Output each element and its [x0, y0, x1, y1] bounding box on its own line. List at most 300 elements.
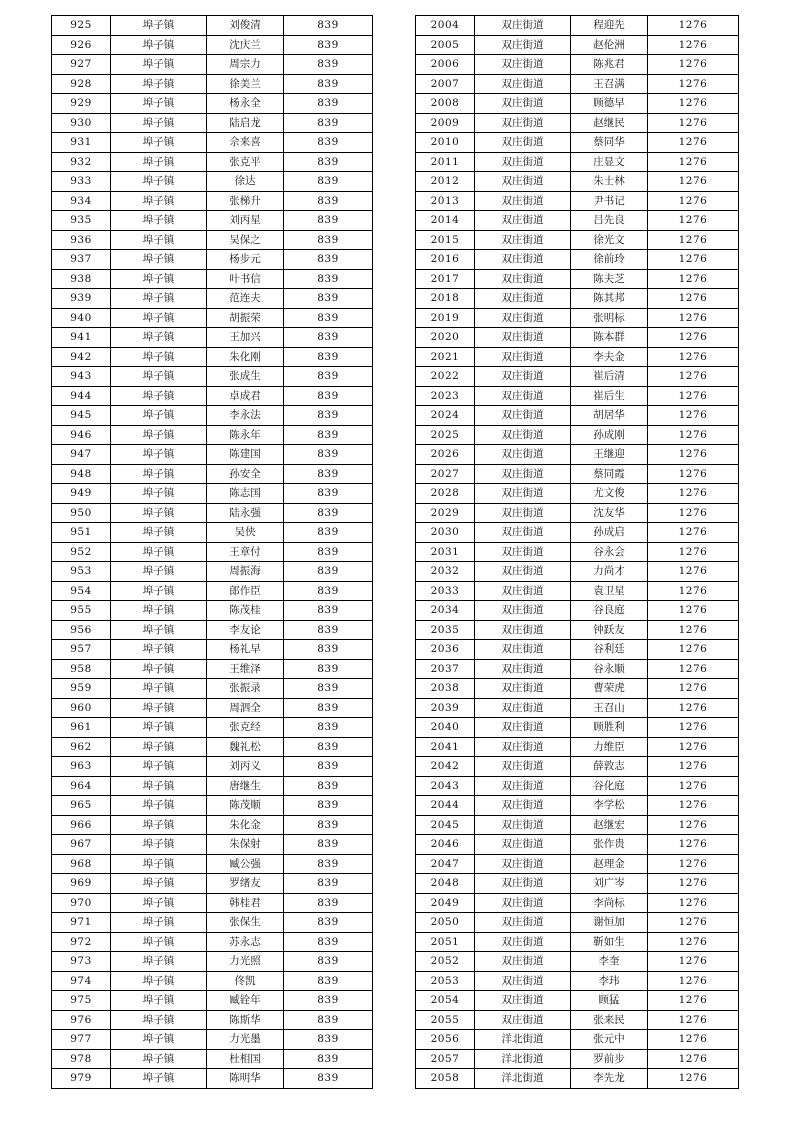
serial-number-cell: 932 [52, 152, 111, 172]
serial-number-cell: 970 [52, 893, 111, 913]
township-cell: 双庄街道 [475, 757, 571, 777]
name-cell: 李奎 [571, 952, 648, 972]
serial-number-cell: 954 [52, 581, 111, 601]
table-row [416, 74, 739, 94]
table-row [416, 835, 739, 855]
township-cell: 埠子镇 [111, 269, 207, 289]
name-cell: 陈其邦 [571, 289, 648, 309]
serial-number-cell: 2017 [416, 269, 475, 289]
serial-number-cell: 2024 [416, 406, 475, 426]
name-cell: 徐前玲 [571, 250, 648, 270]
township-cell: 埠子镇 [111, 679, 207, 699]
serial-number-cell: 933 [52, 172, 111, 192]
amount-cell: 839 [284, 269, 373, 289]
serial-number-cell: 2012 [416, 172, 475, 192]
serial-number-cell: 2040 [416, 718, 475, 738]
amount-cell: 1276 [648, 269, 739, 289]
serial-number-cell: 2051 [416, 932, 475, 952]
name-cell: 陆永强 [207, 503, 284, 523]
table-row [416, 620, 739, 640]
table-row [416, 289, 739, 309]
name-cell: 尤文俊 [571, 484, 648, 504]
table-row [52, 796, 373, 816]
serial-number-cell: 976 [52, 1010, 111, 1030]
name-cell: 杨永全 [207, 94, 284, 114]
name-cell: 朱保射 [207, 835, 284, 855]
serial-number-cell: 2045 [416, 815, 475, 835]
township-cell: 双庄街道 [475, 542, 571, 562]
table-row [416, 757, 739, 777]
amount-cell: 1276 [648, 1030, 739, 1050]
table-row [416, 172, 739, 192]
name-cell: 孙成刚 [571, 425, 648, 445]
serial-number-cell: 2023 [416, 386, 475, 406]
name-cell: 范连夫 [207, 289, 284, 309]
amount-cell: 839 [284, 835, 373, 855]
amount-cell: 1276 [648, 757, 739, 777]
township-cell: 双庄街道 [475, 640, 571, 660]
table-row [52, 74, 373, 94]
township-cell: 双庄街道 [475, 328, 571, 348]
township-cell: 双庄街道 [475, 74, 571, 94]
table-row [416, 718, 739, 738]
table-row [52, 211, 373, 231]
amount-cell: 839 [284, 289, 373, 309]
amount-cell: 839 [284, 328, 373, 348]
name-cell: 刘俊清 [207, 16, 284, 36]
table-row [52, 757, 373, 777]
name-cell: 臧铨年 [207, 991, 284, 1011]
serial-number-cell: 2013 [416, 191, 475, 211]
table-row [52, 971, 373, 991]
name-cell: 佟凯 [207, 971, 284, 991]
amount-cell: 839 [284, 971, 373, 991]
name-cell: 尹书记 [571, 191, 648, 211]
serial-number-cell: 947 [52, 445, 111, 465]
serial-number-cell: 966 [52, 815, 111, 835]
amount-cell: 1276 [648, 893, 739, 913]
table-row [416, 991, 739, 1011]
name-cell: 王召满 [571, 74, 648, 94]
table-row [52, 269, 373, 289]
serial-number-cell: 977 [52, 1030, 111, 1050]
amount-cell: 839 [284, 74, 373, 94]
township-cell: 埠子镇 [111, 620, 207, 640]
serial-number-cell: 964 [52, 776, 111, 796]
amount-cell: 839 [284, 620, 373, 640]
name-cell: 李永法 [207, 406, 284, 426]
township-cell: 埠子镇 [111, 1069, 207, 1089]
township-cell: 埠子镇 [111, 191, 207, 211]
amount-cell: 1276 [648, 581, 739, 601]
name-cell: 力光照 [207, 952, 284, 972]
table-row [52, 952, 373, 972]
township-cell: 双庄街道 [475, 113, 571, 133]
amount-cell: 839 [284, 874, 373, 894]
township-cell: 埠子镇 [111, 737, 207, 757]
amount-cell: 1276 [648, 94, 739, 114]
name-cell: 张保生 [207, 913, 284, 933]
name-cell: 程迎先 [571, 16, 648, 36]
table-row [416, 484, 739, 504]
township-cell: 双庄街道 [475, 289, 571, 309]
serial-number-cell: 935 [52, 211, 111, 231]
amount-cell: 839 [284, 308, 373, 328]
township-cell: 双庄街道 [475, 211, 571, 231]
serial-number-cell: 2055 [416, 1010, 475, 1030]
amount-cell: 1276 [648, 620, 739, 640]
amount-cell: 839 [284, 991, 373, 1011]
serial-number-cell: 2009 [416, 113, 475, 133]
name-cell: 谷化庭 [571, 776, 648, 796]
amount-cell: 1276 [648, 211, 739, 231]
amount-cell: 839 [284, 347, 373, 367]
table-row [52, 542, 373, 562]
table-row [52, 308, 373, 328]
serial-number-cell: 948 [52, 464, 111, 484]
amount-cell: 839 [284, 55, 373, 75]
table-row [52, 640, 373, 660]
serial-number-cell: 2025 [416, 425, 475, 445]
table-row [52, 698, 373, 718]
township-cell: 埠子镇 [111, 815, 207, 835]
serial-number-cell: 943 [52, 367, 111, 387]
serial-number-cell: 2048 [416, 874, 475, 894]
table-row [416, 503, 739, 523]
amount-cell: 839 [284, 601, 373, 621]
name-cell: 袁卫星 [571, 581, 648, 601]
township-cell: 双庄街道 [475, 581, 571, 601]
amount-cell: 1276 [648, 854, 739, 874]
table-row [52, 718, 373, 738]
amount-cell: 1276 [648, 35, 739, 55]
name-cell: 刘丙义 [207, 757, 284, 777]
amount-cell: 1276 [648, 172, 739, 192]
serial-number-cell: 2028 [416, 484, 475, 504]
table-row [416, 737, 739, 757]
table-row [416, 328, 739, 348]
roster-table-body [52, 16, 373, 1089]
township-cell: 埠子镇 [111, 776, 207, 796]
name-cell: 王章付 [207, 542, 284, 562]
township-cell: 双庄街道 [475, 1010, 571, 1030]
township-cell: 埠子镇 [111, 562, 207, 582]
serial-number-cell: 946 [52, 425, 111, 445]
serial-number-cell: 2014 [416, 211, 475, 231]
amount-cell: 1276 [648, 776, 739, 796]
amount-cell: 839 [284, 230, 373, 250]
amount-cell: 839 [284, 1049, 373, 1069]
table-row [52, 250, 373, 270]
township-cell: 双庄街道 [475, 464, 571, 484]
serial-number-cell: 961 [52, 718, 111, 738]
amount-cell: 839 [284, 523, 373, 543]
table-row [52, 191, 373, 211]
name-cell: 王维泽 [207, 659, 284, 679]
serial-number-cell: 2034 [416, 601, 475, 621]
name-cell: 臧公强 [207, 854, 284, 874]
township-cell: 埠子镇 [111, 581, 207, 601]
township-cell: 埠子镇 [111, 172, 207, 192]
name-cell: 周宗力 [207, 55, 284, 75]
serial-number-cell: 937 [52, 250, 111, 270]
serial-number-cell: 936 [52, 230, 111, 250]
township-cell: 埠子镇 [111, 367, 207, 387]
table-row [52, 445, 373, 465]
table-row [52, 562, 373, 582]
table-row [416, 308, 739, 328]
name-cell: 徐美兰 [207, 74, 284, 94]
amount-cell: 1276 [648, 542, 739, 562]
amount-cell: 1276 [648, 913, 739, 933]
amount-cell: 1276 [648, 796, 739, 816]
table-row [416, 191, 739, 211]
name-cell: 顾胜利 [571, 718, 648, 738]
serial-number-cell: 926 [52, 35, 111, 55]
table-row [52, 659, 373, 679]
serial-number-cell: 2043 [416, 776, 475, 796]
serial-number-cell: 2037 [416, 659, 475, 679]
table-row [52, 484, 373, 504]
amount-cell: 1276 [648, 737, 739, 757]
table-row [416, 35, 739, 55]
table-row [416, 523, 739, 543]
amount-cell: 1276 [648, 289, 739, 309]
township-cell: 埠子镇 [111, 211, 207, 231]
table-row [52, 367, 373, 387]
amount-cell: 839 [284, 1010, 373, 1030]
serial-number-cell: 2057 [416, 1049, 475, 1069]
name-cell: 刘广岑 [571, 874, 648, 894]
serial-number-cell: 941 [52, 328, 111, 348]
serial-number-cell: 978 [52, 1049, 111, 1069]
name-cell: 佘来喜 [207, 133, 284, 153]
amount-cell: 1276 [648, 815, 739, 835]
township-cell: 双庄街道 [475, 445, 571, 465]
amount-cell: 1276 [648, 1069, 739, 1089]
name-cell: 张梯升 [207, 191, 284, 211]
table-row [416, 971, 739, 991]
township-cell: 双庄街道 [475, 94, 571, 114]
table-row [52, 289, 373, 309]
serial-number-cell: 2018 [416, 289, 475, 309]
amount-cell: 839 [284, 893, 373, 913]
township-cell: 埠子镇 [111, 55, 207, 75]
amount-cell: 839 [284, 191, 373, 211]
table-row [416, 679, 739, 699]
serial-number-cell: 2006 [416, 55, 475, 75]
table-row [52, 1030, 373, 1050]
amount-cell: 1276 [648, 1010, 739, 1030]
table-row [52, 152, 373, 172]
township-cell: 双庄街道 [475, 796, 571, 816]
amount-cell: 839 [284, 698, 373, 718]
township-cell: 双庄街道 [475, 425, 571, 445]
name-cell: 力光墨 [207, 1030, 284, 1050]
serial-number-cell: 2039 [416, 698, 475, 718]
name-cell: 沈友华 [571, 503, 648, 523]
serial-number-cell: 2026 [416, 445, 475, 465]
name-cell: 赵理金 [571, 854, 648, 874]
amount-cell: 839 [284, 737, 373, 757]
amount-cell: 1276 [648, 133, 739, 153]
serial-number-cell: 2019 [416, 308, 475, 328]
amount-cell: 839 [284, 211, 373, 231]
serial-number-cell: 930 [52, 113, 111, 133]
township-cell: 埠子镇 [111, 328, 207, 348]
township-cell: 埠子镇 [111, 445, 207, 465]
name-cell: 陈夫芝 [571, 269, 648, 289]
table-row [416, 562, 739, 582]
amount-cell: 839 [284, 133, 373, 153]
township-cell: 双庄街道 [475, 308, 571, 328]
township-cell: 双庄街道 [475, 484, 571, 504]
township-cell: 双庄街道 [475, 16, 571, 36]
table-row [52, 464, 373, 484]
township-cell: 洋北街道 [475, 1030, 571, 1050]
amount-cell: 839 [284, 35, 373, 55]
township-cell: 埠子镇 [111, 835, 207, 855]
township-cell: 双庄街道 [475, 737, 571, 757]
township-cell: 双庄街道 [475, 523, 571, 543]
table-row [52, 16, 373, 36]
serial-number-cell: 945 [52, 406, 111, 426]
roster-table-body [416, 16, 739, 1089]
table-row [416, 113, 739, 133]
township-cell: 双庄街道 [475, 854, 571, 874]
township-cell: 埠子镇 [111, 854, 207, 874]
amount-cell: 1276 [648, 952, 739, 972]
table-row [416, 445, 739, 465]
township-cell: 双庄街道 [475, 776, 571, 796]
name-cell: 陈建国 [207, 445, 284, 465]
serial-number-cell: 2016 [416, 250, 475, 270]
name-cell: 陈本群 [571, 328, 648, 348]
table-row [416, 133, 739, 153]
township-cell: 埠子镇 [111, 698, 207, 718]
amount-cell: 1276 [648, 503, 739, 523]
amount-cell: 1276 [648, 1049, 739, 1069]
township-cell: 埠子镇 [111, 406, 207, 426]
table-row [52, 1010, 373, 1030]
serial-number-cell: 2011 [416, 152, 475, 172]
serial-number-cell: 928 [52, 74, 111, 94]
amount-cell: 1276 [648, 74, 739, 94]
table-row [52, 854, 373, 874]
name-cell: 李学松 [571, 796, 648, 816]
table-row [52, 523, 373, 543]
serial-number-cell: 2030 [416, 523, 475, 543]
amount-cell: 1276 [648, 484, 739, 504]
serial-number-cell: 2005 [416, 35, 475, 55]
amount-cell: 1276 [648, 679, 739, 699]
township-cell: 埠子镇 [111, 523, 207, 543]
name-cell: 赵继宏 [571, 815, 648, 835]
serial-number-cell: 973 [52, 952, 111, 972]
name-cell: 吴保之 [207, 230, 284, 250]
amount-cell: 839 [284, 406, 373, 426]
serial-number-cell: 2044 [416, 796, 475, 816]
name-cell: 陈志国 [207, 484, 284, 504]
name-cell: 陈明华 [207, 1069, 284, 1089]
table-row [52, 991, 373, 1011]
table-row [52, 893, 373, 913]
name-cell: 郎作臣 [207, 581, 284, 601]
name-cell: 罗前步 [571, 1049, 648, 1069]
amount-cell: 1276 [648, 328, 739, 348]
name-cell: 顾德早 [571, 94, 648, 114]
amount-cell: 1276 [648, 152, 739, 172]
table-row [52, 113, 373, 133]
table-row [52, 874, 373, 894]
table-row [416, 932, 739, 952]
name-cell: 杨礼早 [207, 640, 284, 660]
table-row [416, 952, 739, 972]
serial-number-cell: 959 [52, 679, 111, 699]
table-row [416, 152, 739, 172]
name-cell: 钟跃友 [571, 620, 648, 640]
amount-cell: 839 [284, 484, 373, 504]
township-cell: 埠子镇 [111, 464, 207, 484]
table-row [416, 796, 739, 816]
amount-cell: 1276 [648, 640, 739, 660]
table-row [416, 367, 739, 387]
name-cell: 谷永会 [571, 542, 648, 562]
amount-cell: 839 [284, 386, 373, 406]
name-cell: 胡居华 [571, 406, 648, 426]
township-cell: 双庄街道 [475, 971, 571, 991]
amount-cell: 839 [284, 367, 373, 387]
amount-cell: 839 [284, 581, 373, 601]
name-cell: 沈庆兰 [207, 35, 284, 55]
serial-number-cell: 962 [52, 737, 111, 757]
township-cell: 埠子镇 [111, 952, 207, 972]
township-cell: 埠子镇 [111, 74, 207, 94]
name-cell: 杜相国 [207, 1049, 284, 1069]
amount-cell: 1276 [648, 991, 739, 1011]
amount-cell: 839 [284, 1069, 373, 1089]
township-cell: 双庄街道 [475, 367, 571, 387]
township-cell: 双庄街道 [475, 133, 571, 153]
amount-cell: 839 [284, 1030, 373, 1050]
township-cell: 埠子镇 [111, 230, 207, 250]
amount-cell: 1276 [648, 445, 739, 465]
township-cell: 双庄街道 [475, 386, 571, 406]
table-row [52, 133, 373, 153]
name-cell: 吕先良 [571, 211, 648, 231]
serial-number-cell: 925 [52, 16, 111, 36]
amount-cell: 839 [284, 445, 373, 465]
serial-number-cell: 2010 [416, 133, 475, 153]
serial-number-cell: 2047 [416, 854, 475, 874]
township-cell: 埠子镇 [111, 425, 207, 445]
township-cell: 埠子镇 [111, 1030, 207, 1050]
serial-number-cell: 2046 [416, 835, 475, 855]
township-cell: 埠子镇 [111, 757, 207, 777]
township-cell: 埠子镇 [111, 796, 207, 816]
amount-cell: 839 [284, 542, 373, 562]
name-cell: 张作贵 [571, 835, 648, 855]
township-cell: 双庄街道 [475, 991, 571, 1011]
serial-number-cell: 969 [52, 874, 111, 894]
name-cell: 曹荣虎 [571, 679, 648, 699]
serial-number-cell: 944 [52, 386, 111, 406]
name-cell: 魏礼松 [207, 737, 284, 757]
amount-cell: 1276 [648, 308, 739, 328]
table-row [416, 1030, 739, 1050]
serial-number-cell: 2036 [416, 640, 475, 660]
table-row [416, 640, 739, 660]
